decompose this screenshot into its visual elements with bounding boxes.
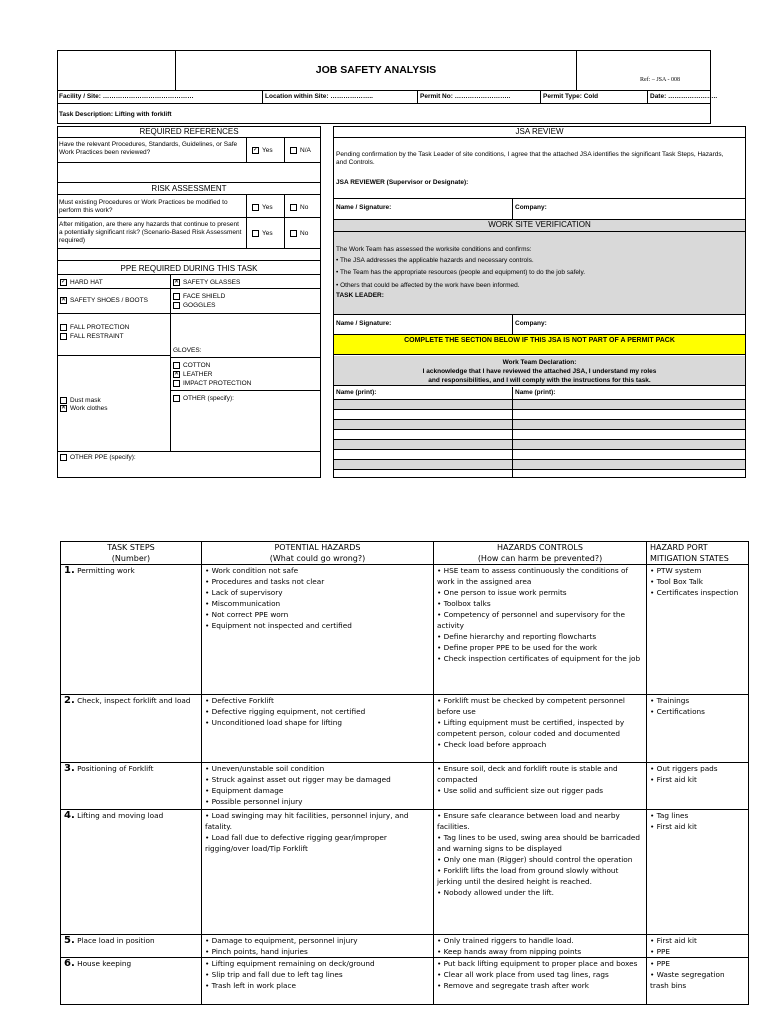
task-step-cell [61,763,202,810]
mitigation-cell [647,935,749,958]
checkbox-checked-icon[interactable]: ✓ [253,147,259,153]
hard-hat-label: HARD HAT [70,279,103,287]
permit-type-field[interactable]: Permit Type: Cold [543,93,599,100]
divider [512,387,513,478]
control-item: • Put back lifting equipment to proper place and boxes [437,959,638,968]
ppe-safety-shoes[interactable] [60,297,148,305]
divider [417,91,418,104]
hazards-cell [202,935,434,958]
controls-cell [434,565,647,695]
table-row [61,565,749,695]
step-number: 3. [64,763,75,774]
gloves-label: GLOVES: [173,347,202,354]
checkbox-checked-icon[interactable]: ✓ [61,279,67,285]
permit-no-field[interactable]: Permit No: …………………….. [420,93,511,100]
name-print-grid [334,387,745,480]
hazard-item: • Lack of supervisory [205,588,283,597]
divider [647,91,648,104]
name-row[interactable] [334,420,745,430]
mitigation-item: • Certifications [650,707,705,716]
checkbox-icon[interactable] [60,397,67,404]
checkbox-checked-icon[interactable]: ✕ [61,297,67,303]
divider [262,91,263,104]
control-item: • Nobody allowed under the lift. [437,888,554,897]
checkbox-icon[interactable] [290,204,297,211]
name-print-label-right: Name (print): [515,389,556,396]
table-row [61,810,749,935]
controls-cell [434,695,647,763]
mitigation-cell [647,695,749,763]
other-specify-label: OTHER (specify): [183,395,234,403]
jsa-review-heading: JSA REVIEW [333,127,746,138]
step-name: Lifting and moving load [74,811,164,820]
step-number: 5. [64,935,75,946]
work-site-box [334,219,745,315]
goggles-label: GOGGLES [183,302,216,310]
divider [170,390,321,391]
task-steps-table [60,541,749,1005]
risk-q2: After mitigation, are there any hazards that continue to present a potentially significant risk? (Scenario-Based Risk Assessment required) [59,221,242,244]
impact-label: IMPACT PROTECTION [183,380,252,388]
work-site-bullet-3: • Others that could be affected by the work have been informed. [336,282,520,289]
hazard-item: • Uneven/unstable soil condition [205,764,325,773]
checkbox-icon[interactable] [60,454,67,461]
hazard-item: • Unconditioned load shape for lifting [205,718,343,727]
checkbox-icon[interactable] [173,362,180,369]
hazard-item: • Equipment not inspected and certified [205,621,352,630]
leader-company[interactable]: Company: [515,320,547,327]
name-print-label-left: Name (print): [336,389,377,396]
divider [57,451,321,452]
risk-assessment-heading: RISK ASSESSMENT [57,184,321,195]
divider [246,138,247,162]
hazard-item: • Load swinging may hit facilities, personnel injury, and fatality. [205,811,409,831]
control-item: • Ensure soil, deck and forklift route is stable and compacted [437,764,618,784]
ppe-cotton[interactable] [173,362,210,370]
date-field[interactable]: Date: ………………….. [650,93,718,100]
ppe-safety-glasses[interactable] [173,279,240,287]
no-label: No [300,204,309,212]
jsa-review-text: Pending confirmation by the Task Leader of site conditions, I agree that the attached JSA identifies the significant Task Steps, Hazards, and Controls. [336,151,724,166]
form-ref: Ref: – JSA - 008 [640,77,681,83]
yes-label: Yes [262,230,273,238]
checkbox-icon[interactable] [173,293,180,300]
hazard-item: • Slip trip and fall due to left tag lines [205,970,343,979]
mitigation-item: • Trainings [650,696,690,705]
divider [57,313,321,314]
table-row [61,958,749,1005]
leader-name-signature[interactable]: Name / Signature: [336,320,392,327]
control-item: • Only one man (Rigger) should control the operation [437,855,633,864]
ppe-impact[interactable] [173,380,251,388]
dust-mask-label: Dust mask [70,397,101,405]
hazard-item: • Not correct PPE worn [205,610,289,619]
ppe-work-clothes[interactable] [60,405,107,413]
task-leader-label: TASK LEADER: [336,292,384,299]
hazard-item: • Procedures and tasks not clear [205,577,325,586]
hazards-cell [202,958,434,1005]
jsa-company[interactable]: Company: [515,204,547,211]
control-item: • One person to issue work permits [437,588,567,597]
work-site-intro: The Work Team has assessed the worksite conditions and confirms: [336,246,532,253]
control-item: • Forklift must be checked by competent personnel before use [437,696,625,716]
ppe-leather[interactable] [173,371,213,379]
mitigation-item: • Tool Box Talk [650,577,703,586]
ppe-other-ppe[interactable] [60,454,136,462]
ppe-dust-mask[interactable] [60,397,101,405]
ppe-face-shield[interactable] [173,293,225,301]
header-hazards-label: POTENTIAL HAZARDS [274,543,361,552]
hazard-item: • Defective rigging equipment, not certified [205,707,366,716]
controls-cell [434,810,647,935]
control-item: • Keep hands away from nipping points [437,947,582,956]
header-task-steps [61,542,202,565]
header-controls-label: HAZARDS CONTROLS [497,543,583,552]
divider [540,91,541,104]
mitigation-item: • PTW system [650,566,702,575]
step-number: 4. [64,810,75,821]
mitigation-item: • Tag lines [650,811,689,820]
mitigation-item: • First aid kit [650,775,697,784]
checkbox-checked-icon[interactable]: ✕ [174,371,180,377]
controls-cell [434,958,647,1005]
fall-protection-label: FALL PROTECTION [70,324,130,332]
fall-restraint-label: FALL RESTRAINT [70,333,124,341]
header-port-label: HAZARD PORT [650,543,708,552]
work-site-bullet-2: • The Team has the appropriate resources (people and equipment) to do the job safely. [336,269,586,276]
divider [57,260,321,261]
control-item: • Define hierarchy and reporting flowcharts [437,632,597,641]
ppe-goggles[interactable] [173,302,216,310]
checkbox-checked-icon[interactable]: ✕ [61,405,67,411]
permit-pack-text: COMPLETE THE SECTION BELOW IF THIS JSA IS NOT PART OF A PERMIT PACK [404,337,675,344]
leather-label: LEATHER [183,371,213,379]
task-step-cell [61,565,202,695]
header-hazard-port [647,542,749,565]
checkbox-icon[interactable] [60,333,67,340]
divider [284,195,285,248]
mitigation-item: • First aid kit [650,822,697,831]
work-clothes-label: Work clothes [70,405,108,413]
step-name: Positioning of Forklift [74,764,154,773]
header-hazards-controls [434,542,647,565]
control-item: • Define proper PPE to be used for the work [437,643,598,652]
no-label: No [300,230,309,238]
risk-q1-yes-checkbox[interactable] [252,204,273,212]
step-name: House keeping [74,959,132,968]
step-name: Check, inspect forklift and load [74,696,191,705]
hazard-item: • Damage to equipment, personnel injury [205,936,358,945]
work-site-bullet-1: • The JSA addresses the applicable hazards and necessary controls. [336,257,534,264]
hazard-item: • Possible personnel injury [205,797,303,806]
control-item: • Ensure safe clearance between load and nearby facilities. [437,811,620,831]
mitigation-cell [647,565,749,695]
ref-yes-label: Yes [262,147,273,155]
divider [170,357,321,358]
hazards-cell [202,695,434,763]
declaration-line-2: and responsibilities, and I will comply with the instructions for this task. [428,377,651,384]
step-number: 2. [64,695,75,706]
yes-label: Yes [262,204,273,212]
required-references-question: Have the relevant Procedures, Standards, Guidelines, or Safe Work Practices been reviewed? [59,141,238,156]
ppe-fall-protection[interactable] [60,324,129,332]
hazard-item: • Struck against asset out rigger may be damaged [205,775,391,784]
hazard-item: • Lifting equipment remaining on deck/ground [205,959,375,968]
hazards-cell [202,565,434,695]
form-title: JOB SAFETY ANALYSIS [315,64,437,76]
table-row [61,935,749,958]
name-row[interactable] [334,460,745,470]
divider [512,315,513,334]
mitigation-item: • First aid kit [650,936,697,945]
divider [57,162,321,163]
control-item: • Clear all work place from used tag lines, rags [437,970,609,979]
step-name: Permitting work [74,566,135,575]
mitigation-cell [647,763,749,810]
hazard-item: • Load fall due to defective rigging gear/improper rigging/over load/Tip Forklift [205,833,387,853]
task-step-cell [61,935,202,958]
divider [512,199,513,219]
safety-glasses-label: SAFETY GLASSES [183,279,241,287]
header-steps-label: TASK STEPS [107,543,155,552]
checkbox-icon[interactable] [173,395,180,402]
controls-cell [434,935,647,958]
control-item: • Lifting equipment must be certified, inspected by competent person, colour coded and documented [437,718,625,738]
mitigation-cell [647,958,749,1005]
control-item: • Check load before approach [437,740,547,749]
control-item: • Check inspection certificates of equipment for the job [437,654,641,663]
divider [57,288,321,289]
task-description[interactable]: Task Description: Lifting with forklift [59,111,172,118]
work-site-heading: WORK SITE VERIFICATION [333,220,746,232]
header-controls-sub: (How can harm be prevented?) [477,554,603,563]
ref-na-label: N/A [300,147,311,155]
name-row[interactable] [334,450,745,460]
control-item: • Tag lines to be used, swing area should be barricaded and warning signs to be displayed [437,833,640,853]
risk-q2-no-checkbox[interactable] [290,230,308,238]
hazard-item: • Pinch points, hand injuries [205,947,308,956]
checkbox-icon[interactable] [252,230,259,237]
declaration-line-1: I acknowledge that I have reviewed the attached JSA, I understand my roles [422,368,657,375]
name-row[interactable] [334,440,745,450]
task-step-cell [61,810,202,935]
divider [170,275,171,451]
ppe-heading: PPE REQUIRED DURING THIS TASK [57,264,321,275]
divider [57,217,321,218]
ref-na-checkbox[interactable] [290,147,311,155]
mitigation-item: • PPE [650,959,671,968]
safety-shoes-label: SAFETY SHOES / BOOTS [70,297,148,305]
jsa-reviewer-label: JSA REVIEWER (Supervisor or Designate): [336,179,469,186]
control-item: • Forklift lifts the load from ground slowly without jerking until the desired height is reached. [437,866,619,886]
divider [576,50,577,91]
ppe-hard-hat[interactable] [60,279,103,287]
checkbox-icon[interactable] [290,147,297,154]
jsa-name-signature[interactable]: Name / Signature: [336,204,392,211]
control-item: • Use solid and sufficient size out rigger pads [437,786,604,795]
hazard-item: • Miscommunication [205,599,281,608]
hazard-item: • Work condition not safe [205,566,299,575]
mitigation-item: • Out riggers pads [650,764,718,773]
divider [333,198,746,199]
controls-cell [434,763,647,810]
step-number: 1. [64,565,75,576]
table-row [61,763,749,810]
risk-q1: Must existing Procedures or Work Practices be modified to perform this work? [59,199,228,214]
cotton-label: COTTON [183,362,211,370]
hazard-item: • Equipment damage [205,786,284,795]
name-row[interactable] [334,410,745,420]
control-item: • Toolbox talks [437,599,491,608]
divider [57,182,321,183]
divider [57,248,321,249]
step-number: 6. [64,958,75,969]
checkbox-checked-icon[interactable]: ✕ [174,279,180,285]
declaration-title: Work Team Declaration: [502,359,577,366]
ppe-fall-restraint[interactable] [60,333,124,341]
name-row[interactable] [334,400,745,410]
table-body [61,565,749,1005]
mitigation-item: • Certificates inspection [650,588,739,597]
facility-field[interactable]: Facility / Site: …………………………………… [59,93,194,100]
name-row[interactable] [334,470,745,480]
name-print-header-row [334,387,745,400]
mitigation-item: • Waste segregation trash bins [650,970,725,990]
other-ppe-label: OTHER PPE (specify): [70,454,136,462]
ref-yes-checkbox[interactable] [252,147,273,155]
location-field[interactable]: Location within Site: ……………….. [265,93,373,100]
checkbox-icon[interactable] [252,204,259,211]
task-step-cell [61,958,202,1005]
ppe-other-specify[interactable] [173,395,234,403]
required-references-heading: REQUIRED REFERENCES [57,127,321,138]
hazard-item: • Trash left in work place [205,981,296,990]
header-steps-sub: (Number) [111,554,151,563]
hazard-item: • Defective Forklift [205,696,274,705]
control-item: • Competency of personnel and supervisory for the activity [437,610,626,630]
name-row[interactable] [334,430,745,440]
header-port-sub: MITIGATION STATES [650,554,729,563]
mitigation-cell [647,810,749,935]
face-shield-label: FACE SHIELD [183,293,226,301]
checkbox-icon[interactable] [60,324,67,331]
checkbox-icon[interactable] [173,380,180,387]
header-potential-hazards [202,542,434,565]
step-name: Place load in position [74,936,155,945]
task-step-cell [61,695,202,763]
checkbox-icon[interactable] [290,230,297,237]
mitigation-item: • PPE [650,947,671,956]
table-header-row [61,542,749,565]
divider [284,138,285,162]
header-hazards-sub: (What could go wrong?) [269,554,366,563]
control-item: • HSE team to assess continuously the conditions of work in the assigned area [437,566,629,586]
hazards-cell [202,763,434,810]
checkbox-icon[interactable] [173,302,180,309]
control-item: • Only trained riggers to handle load. [437,936,574,945]
control-item: • Remove and segregate trash after work [437,981,589,990]
divider [246,195,247,248]
divider [57,355,170,356]
risk-q2-yes-checkbox[interactable] [252,230,273,238]
risk-q1-no-checkbox[interactable] [290,204,308,212]
table-row [61,695,749,763]
hazards-cell [202,810,434,935]
